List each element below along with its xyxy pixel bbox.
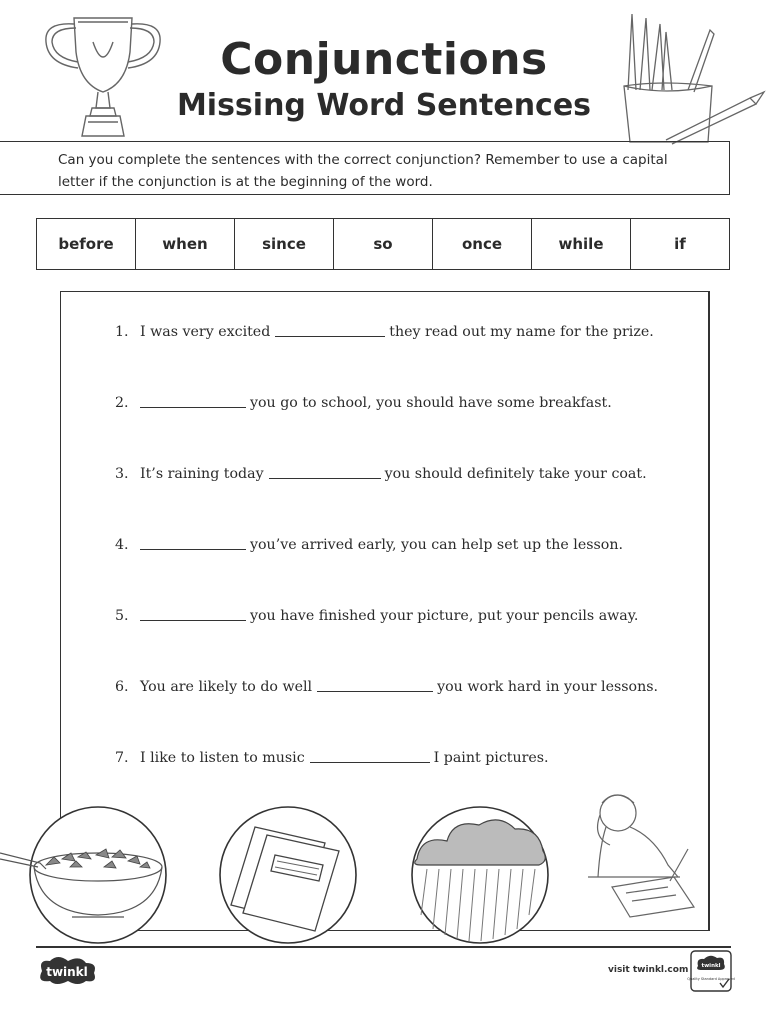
sentence-number: 1. (115, 324, 129, 340)
instructions-line: letter if the conjunction is at the beginning of the word. (58, 174, 433, 190)
answer-blank[interactable] (140, 606, 246, 621)
sentence-row (115, 535, 705, 553)
word-bank-cell: before (37, 219, 136, 269)
sentence-number: 4. (115, 537, 129, 553)
sentence-text-before: I like to listen to music (140, 750, 305, 766)
sentence-number: 7. (115, 750, 129, 766)
cereal-bowl-icon (0, 805, 175, 945)
sentence-row (115, 606, 705, 624)
logo-text: twinkl (46, 965, 88, 979)
sentence-row (115, 748, 705, 766)
exercise-books-icon (215, 805, 361, 945)
footer-divider (36, 946, 731, 948)
answer-blank[interactable] (275, 322, 385, 337)
sentence-text-after: you have finished your picture, put your pencils away. (250, 608, 639, 624)
answer-blank[interactable] (140, 535, 246, 550)
page-title: Conjunctions (220, 34, 548, 85)
badge-text: Quality Standard Approved (687, 977, 735, 981)
sentence-text-after: they read out my name for the prize. (389, 324, 654, 340)
sentence-row (115, 322, 705, 340)
page-subtitle: Missing Word Sentences (176, 88, 592, 123)
footer-url[interactable]: visit twinkl.com (608, 965, 689, 975)
sentence-number: 6. (115, 679, 129, 695)
answer-blank[interactable] (140, 393, 246, 408)
instructions-box (0, 141, 730, 195)
answer-blank[interactable] (310, 748, 430, 763)
sentence-text-after: you work hard in your lessons. (437, 679, 658, 695)
sentence-text-before: You are likely to do well (140, 679, 313, 695)
sentence-number: 2. (115, 395, 129, 411)
twinkl-logo (34, 955, 100, 987)
sentence-text-after: you should definitely take your coat. (384, 466, 647, 482)
sentence-row (115, 464, 705, 482)
badge-brand: twinkl (701, 963, 721, 969)
sentence-text-before: I was very excited (140, 324, 271, 340)
boy-drawing-icon (570, 785, 710, 930)
quality-badge (687, 950, 735, 992)
sentence-row (115, 677, 705, 695)
answer-blank[interactable] (317, 677, 433, 692)
word-bank-cell: once (433, 219, 532, 269)
instructions-line: Can you complete the sentences with the correct conjunction? Remember to use a capital (58, 152, 668, 168)
sentence-text-after: you go to school, you should have some breakfast. (250, 395, 612, 411)
word-bank-cell: while (532, 219, 631, 269)
word-bank-cell: since (235, 219, 334, 269)
word-bank (36, 218, 730, 270)
sentence-row (115, 393, 705, 411)
sentence-number: 3. (115, 466, 129, 482)
word-bank-cell: when (136, 219, 235, 269)
answer-blank[interactable] (269, 464, 381, 479)
sentence-text-before: It’s raining today (140, 466, 264, 482)
word-bank-cell: so (334, 219, 433, 269)
rain-cloud-icon (407, 805, 553, 945)
sentence-text-after: I paint pictures. (433, 750, 549, 766)
sentence-number: 5. (115, 608, 129, 624)
sentence-text-after: you’ve arrived early, you can help set up the lesson. (250, 537, 623, 553)
word-bank-cell: if (674, 235, 686, 253)
